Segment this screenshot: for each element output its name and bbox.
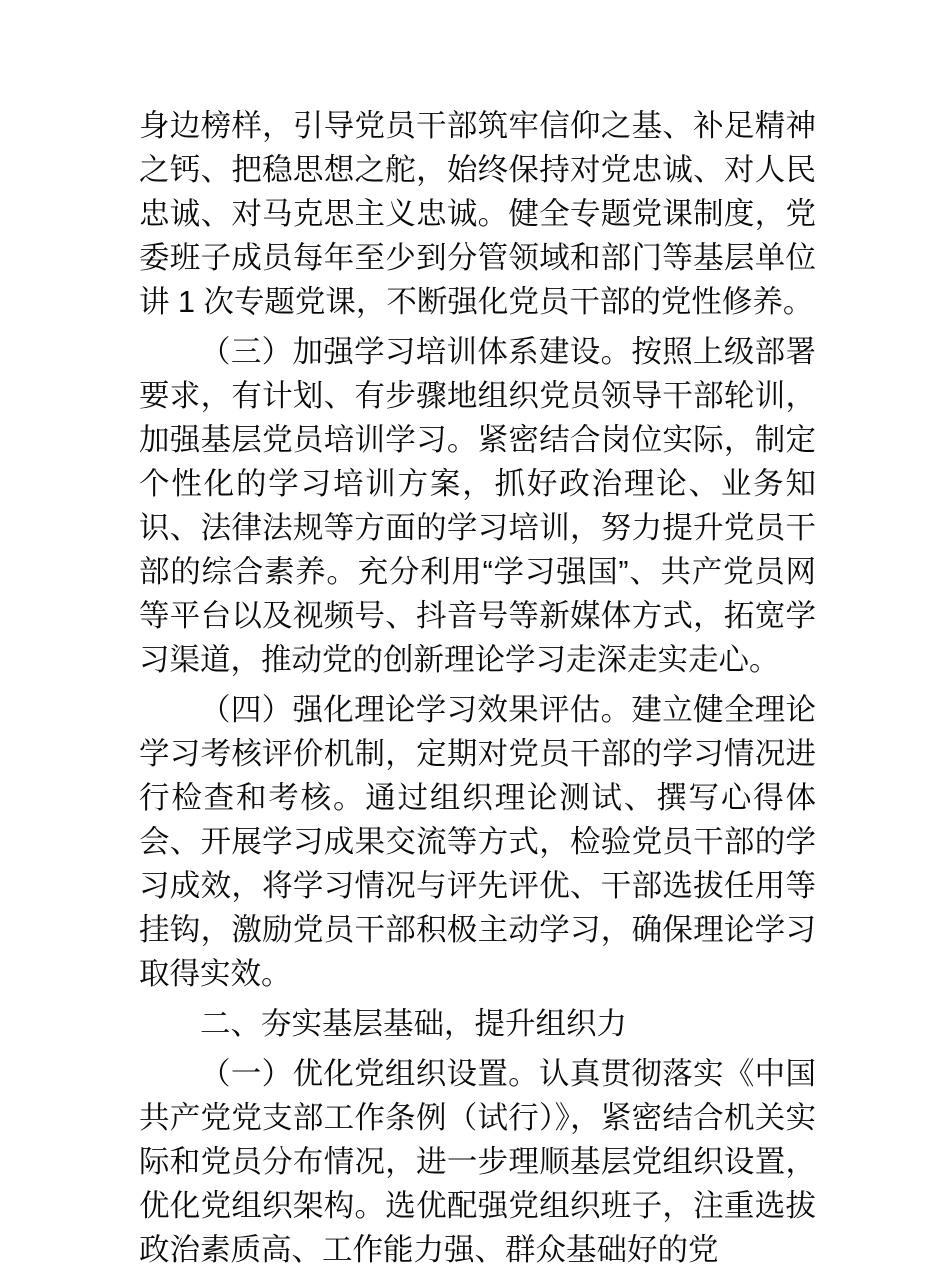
paragraph-section-three: （三）加强学习培训体系建设。按照上级部署要求，有计划、有步骤地组织党员领导干部轮训，加强基层党员培训学习。紧密结合岗位实际，制定个性化的学习培训方案，抓好政治理论、业务知识、法律法规等方面的学习培训，努力提升党员干部的综合素养。充分利用“学习强国”、共产党员网等平台以及视频号、抖音号等新媒体方式，拓宽学习渠道，推动党的创新理论学习走深走实走心。 [139,335,816,677]
paragraph-section-four: （四）强化理论学习效果评估。建立健全理论学习考核评价机制，定期对党员干部的学习情况进行检查和考核。通过组织理论测试、撰写心得体会、开展学习成果交流等方式，检验党员干部的学习成效，将学习情况与评先评优、干部选拔任用等挂钩，激励党员干部积极主动学习，确保理论学习取得实效。 [139,693,816,991]
heading-section-two: 二、夯实基层基础，提升组织力 [200,1007,627,1041]
paragraph-section-two-one: （一）优化党组织设置。认真贯彻落实《中国共产党党支部工作条例（试行）》，紧密结合机关实际和党员分布情况，进一步理顺基层党组织设置，优化党组织架构。选优配强党组织班子，注重选拔政治素质高、工作能力强、群众基础好的党 [139,1057,816,1267]
paragraph-continuation: 身边榜样，引导党员干部筑牢信仰之基、补足精神之钙、把稳思想之舵，始终保持对党忠诚、对人民忠诚、对马克思主义忠诚。健全专题党课制度，党委班子成员每年至少到分管领域和部门等基层单位讲 1 次专题党课，不断强化党员干部的党性修养。 [139,109,816,319]
document-body [139,104,816,1272]
